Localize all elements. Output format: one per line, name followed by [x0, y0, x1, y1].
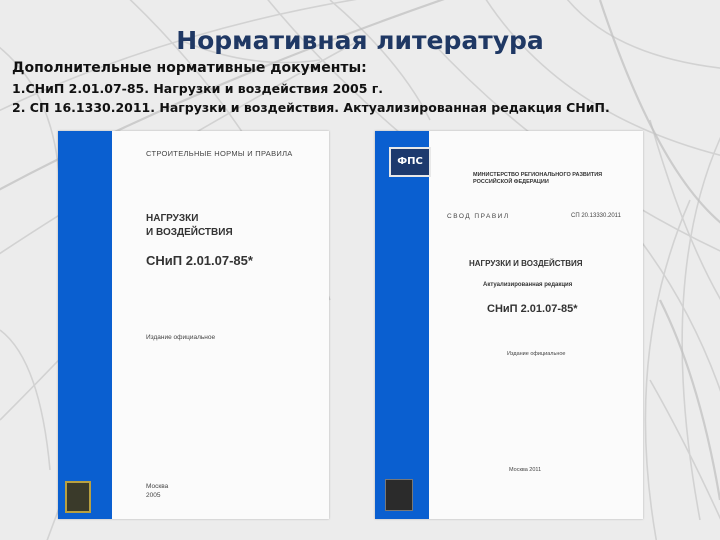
- publisher-logo-icon: [65, 481, 91, 513]
- cover-ministry-line2: РОССИЙСКОЙ ФЕДЕРАЦИИ: [473, 179, 549, 185]
- cover-title-line2: И ВОЗДЕЙСТВИЯ: [146, 227, 233, 238]
- cover-code: СНиП 2.01.07-85*: [146, 253, 253, 268]
- blue-stripe: [375, 131, 429, 519]
- cover-series: СТРОИТЕЛЬНЫЕ НОРМЫ И ПРАВИЛА: [146, 149, 293, 158]
- blue-stripe: [58, 131, 112, 519]
- cover-code: СНиП 2.01.07-85*: [487, 303, 578, 315]
- cover-title-line1: НАГРУЗКИ: [146, 213, 199, 224]
- cover-ministry-line1: МИНИСТЕРСТВО РЕГИОНАЛЬНОГО РАЗВИТИЯ: [473, 172, 603, 178]
- list-item: 1.СНиП 2.01.07-85. Нагрузки и воздействия 2005 г.: [12, 81, 384, 96]
- cover-series: СВОД ПРАВИЛ: [447, 213, 510, 220]
- cover-year: 2005: [146, 492, 161, 499]
- section-heading: Дополнительные нормативные документы:: [12, 60, 367, 76]
- cover-city-year: Москва 2011: [509, 467, 542, 473]
- cover-edition: Издание официальное: [507, 351, 566, 357]
- book-cover-sp: [375, 131, 643, 519]
- cover-title: НАГРУЗКИ И ВОЗДЕЙСТВИЯ: [469, 259, 583, 268]
- cover-city: Москва: [146, 483, 169, 490]
- qr-code-icon: [385, 479, 413, 511]
- list-item: 2. СП 16.1330.2011. Нагрузки и воздействия. Актуализированная редакция СНиП.: [12, 100, 610, 115]
- book-cover-snip: [58, 131, 329, 519]
- page-title: Нормативная литература: [176, 26, 544, 55]
- cover-subtitle: Актуализированная редакция: [483, 282, 573, 288]
- fps-logo: ФПС: [389, 147, 431, 177]
- cover-number: СП 20.13330.2011: [571, 213, 621, 219]
- cover-edition: Издание официальное: [146, 334, 216, 341]
